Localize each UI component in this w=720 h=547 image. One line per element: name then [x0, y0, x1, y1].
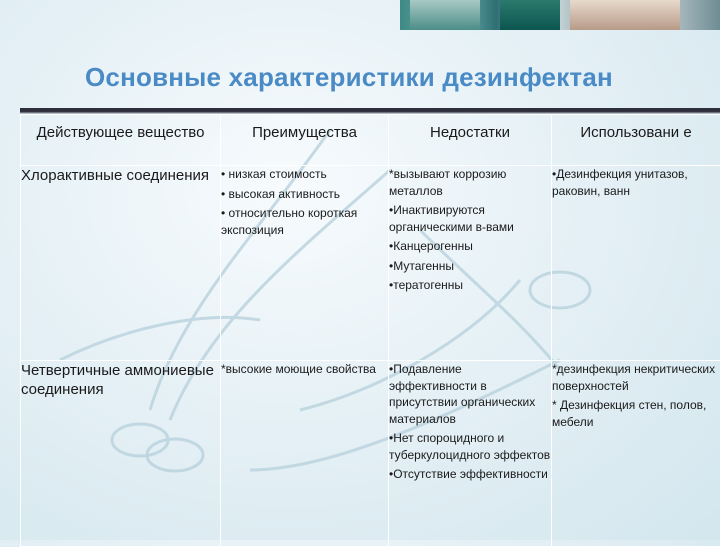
advantages-cell	[221, 361, 389, 547]
usage-cell	[552, 361, 720, 547]
list-item: •Отсутствие эффективности	[389, 466, 551, 483]
table-row	[21, 361, 720, 547]
list-item: •Нет спороцидного и туберкулоцидного эффектов	[389, 430, 551, 463]
list-item: • относительно короткая экспозиция	[221, 205, 388, 238]
col-header-advantages: Преимущества	[221, 115, 389, 166]
advantages-cell	[221, 166, 389, 361]
table-row	[21, 166, 720, 361]
list-item: •Подавление эффективности в присутствии органических материалов	[389, 361, 551, 427]
col-header-disadvantages: Недостатки	[389, 115, 552, 166]
photo-tile-3	[570, 0, 680, 30]
table-header-row	[21, 115, 720, 166]
list-item: *высокие моющие свойства	[221, 361, 388, 378]
disinfectant-table	[20, 114, 720, 547]
col-header-substance: Действующее вещество	[21, 115, 221, 166]
list-item: • низкая стоимость	[221, 166, 388, 183]
col-header-usage: Использовани е	[552, 115, 720, 166]
substance-cell: Хлорактивные соединения	[21, 166, 221, 361]
header-photo-strip	[400, 0, 720, 30]
list-item: •Мутагенны	[389, 258, 551, 275]
list-item: * Дезинфекция стен, полов, мебели	[552, 397, 720, 430]
list-item: •Инактивируются органическими в-вами	[389, 202, 551, 235]
list-item: • высокая активность	[221, 186, 388, 203]
usage-cell	[552, 166, 720, 361]
list-item: •Дезинфекция унитазов, раковин, ванн	[552, 166, 720, 199]
substance-cell: Четвертичные аммониевые соединения	[21, 361, 221, 547]
disadvantages-cell	[389, 166, 552, 361]
list-item: *вызывают коррозию металлов	[389, 166, 551, 199]
slide-title: Основные характеристики дезинфектан	[85, 62, 720, 93]
list-item: •Канцерогенны	[389, 238, 551, 255]
photo-tile-2	[500, 0, 560, 30]
list-item: *дезинфекция некритических поверхностей	[552, 361, 720, 394]
list-item: •тератогенны	[389, 277, 551, 294]
photo-tile-1	[410, 0, 480, 30]
disadvantages-cell	[389, 361, 552, 547]
